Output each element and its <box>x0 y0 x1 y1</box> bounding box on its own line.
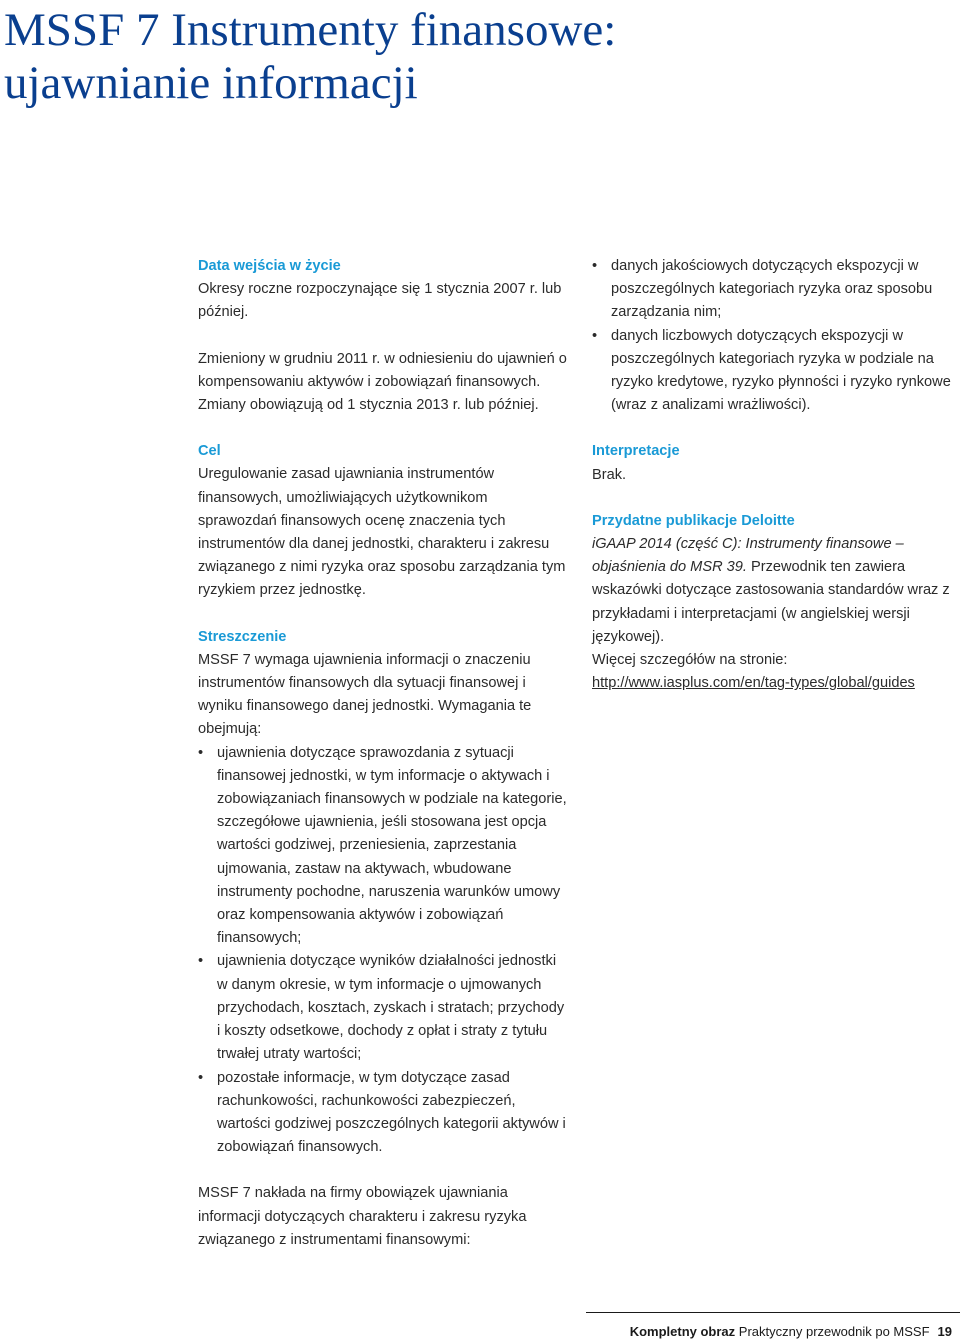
list-item: • ujawnienia dotyczące wyników działalności jednostki w danym okresie, w tym informacje o ujmowanych przychodach, kosztach, zyskach i stratach; przychody i koszty odsetkowe, dochody z opłat i straty z tytułu trwałej utraty wartości; <box>198 950 570 1066</box>
list-item: • danych jakościowych dotyczących ekspozycji w poszczególnych kategoriach ryzyka oraz sposobu zarządzania nim; <box>592 255 960 325</box>
page-title-line-2: ujawnianie informacji <box>4 57 418 109</box>
iasplus-link[interactable]: http://www.iasplus.com/en/tag-types/global/guides <box>592 675 915 692</box>
left-column <box>198 255 570 1252</box>
publications-text <box>592 533 960 649</box>
footer-publication-name: Kompletny obraz <box>629 1324 736 1339</box>
risk-disclosure-text: MSSF 7 nakłada na firmy obowiązek ujawniania informacji dotyczących charakteru i zakresu ryzyka związanego z instrumentami finansowymi: <box>198 1185 527 1248</box>
page-number: 19 <box>937 1324 952 1339</box>
summary-heading: Streszczenie <box>198 628 287 645</box>
list-item: • pozostałe informacje, w tym dotyczące zasad rachunkowości, rachunkowości zabezpieczeń, wartości godziwej poszczególnych kategorii aktywów i zobowiązań finansowych. <box>198 1067 570 1160</box>
effective-date-heading: Data wejścia w życie <box>198 258 341 274</box>
list-item: • ujawnienia dotyczące sprawozdania z sytuacji finansowej jednostki, w tym informacje o aktywach i zobowiązaniach finansowych w podziale na kategorie, szczegółowe ujawnienia, jeśli stosowana jest opcja wartości godziwej, przeniesienia, zaprzestania ujmowania, zastaw na aktywach, wbudowane instrumenty pochodne, naruszenia warunków umowy oraz kompensowania aktywów i zobowiązań finansowych; <box>198 742 570 951</box>
right-column <box>592 255 960 695</box>
page-title-line-1: MSSF 7 Instrumenty finansowe: <box>4 4 617 56</box>
objective-text: Uregulowanie zasad ujawniania instrumentów finansowych, umożliwiających użytkownikom sprawozdań finansowych ocenę znaczenia tych instrumentów dla danej jednostki, charakteru i zakresu związanego z nimi ryzyka oraz sposobu zarządzania tym ryzykiem przez jednostkę. <box>198 466 566 599</box>
publication-description: Przewodnik ten zawiera wskazówki dotyczące zastosowania standardów wraz z przykładami i interpretacjami (w angielskiej wersji językowej). <box>592 559 950 645</box>
page-title <box>4 4 944 110</box>
summary-text: MSSF 7 wymaga ujawnienia informacji o znaczeniu instrumentów finansowych dla sytuacji finansowej i wyniku finansowego danej jednostki. Wymagania te obejmują: <box>198 651 532 738</box>
interpretations-heading: Interpretacje <box>592 443 680 460</box>
more-details-text: Więcej szczegółów na stronie: <box>592 652 788 669</box>
amendment-text: Zmieniony w grudniu 2011 r. w odniesieniu do ujawnień o kompensowaniu aktywów i zobowiązań finansowych. Zmiany obowiązują od 1 stycznia 2013 r. lub później. <box>198 350 567 414</box>
list-item: • danych liczbowych dotyczących ekspozycji w poszczególnych kategoriach ryzyka w podziale na ryzyko kredytowe, ryzyko płynności i ryzyko rynkowe (wraz z analizami wrażliwości). <box>592 325 960 418</box>
objective-heading: Cel <box>198 443 221 460</box>
summary-bullet-list <box>198 742 570 1160</box>
footer-divider <box>586 1312 960 1313</box>
effective-date-text: Okresy roczne rozpoczynające się 1 stycznia 2007 r. lub później. <box>198 281 562 321</box>
page-footer <box>630 1324 952 1340</box>
publication-title: iGAAP 2014 (część C): Instrumenty finansowe – objaśnienia do MSR 39. <box>592 536 904 576</box>
publications-heading: Przydatne publikacje Deloitte <box>592 512 795 529</box>
risk-bullet-list <box>592 255 960 417</box>
interpretations-text: Brak. <box>592 466 627 483</box>
footer-subtitle: Praktyczny przewodnik po MSSF <box>735 1324 930 1339</box>
